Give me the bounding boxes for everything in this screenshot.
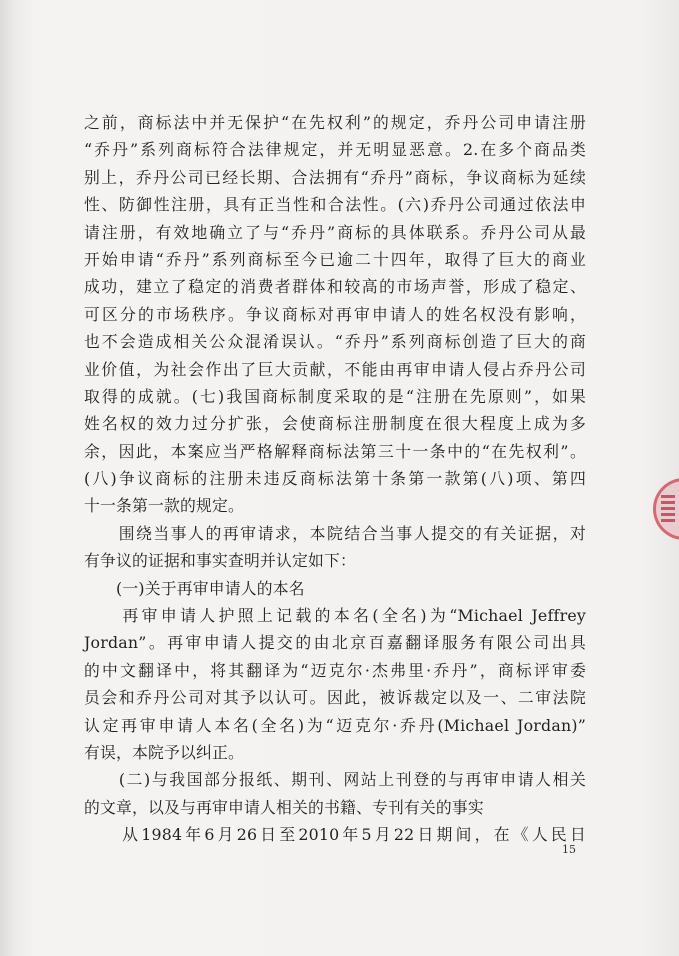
text-line: 取得的成就。(七)我国商标制度采取的是“注册在先原则”，如果 (84, 386, 586, 406)
text-line: 姓名权的效力过分扩张，会使商标注册制度在很大程度上成为多 (84, 414, 586, 434)
section-heading: (二)与我国部分报纸、期刊、网站上刊登的与再审申请人相关 (84, 770, 586, 790)
text-line: 性、防御性注册，具有正当性和合法性。(六)乔丹公司通过依法申 (84, 195, 586, 215)
text-line: 可区分的市场秩序。争议商标对再审申请人的姓名权没有影响， (84, 304, 586, 324)
text-line: 围绕当事人的再审请求，本院结合当事人提交的有关证据，对 (84, 523, 586, 543)
text-line: 余，因此，本案应当严格解释商标法第三十一条中的“在先权利”。 (84, 441, 586, 461)
text-line: 之前，商标法中并无保护“在先权利”的规定，乔丹公司申请注册 (84, 113, 586, 132)
seal-character-fragment (661, 492, 675, 522)
text-line: 有争议的证据和事实查明并认定如下： (84, 551, 356, 571)
body-text (84, 109, 586, 849)
text-line: Jordan”。再审申请人提交的由北京百嘉翻译服务有限公司出具 (84, 633, 586, 653)
text-line: 开始申请“乔丹”系列商标至今已逾二十四年，取得了巨大的商业 (84, 249, 586, 269)
text-line: (八)争议商标的注册未违反商标法第十条第一款第(八)项、第四 (84, 469, 586, 489)
section-heading: (一)关于再审申请人的本名 (84, 578, 305, 598)
text-line: 员会和乔丹公司对其予以认可。因此，被诉裁定以及一、二审法院 (84, 688, 586, 708)
section-heading: 的文章，以及与再审申请人相关的书籍、专刊有关的事实 (84, 797, 484, 817)
text-line: 业价值，为社会作出了巨大贡献，不能由再审申请人侵占乔丹公司 (84, 359, 586, 379)
red-seal-stamp (653, 478, 679, 542)
text-line: “乔丹”系列商标符合法律规定，并无明显恶意。2.在多个商品类 (84, 140, 586, 160)
page-number: 15 (562, 843, 576, 856)
text-line: 也不会造成相关公众混淆误认。“乔丹”系列商标创造了巨大的商 (84, 332, 586, 352)
text-line: 从1984年6月26日至2010年5月22日期间，在《人民日 (84, 825, 586, 845)
text-line: 别上，乔丹公司已经长期、合法拥有“乔丹”商标，争议商标为延续 (84, 167, 586, 187)
text-line: 的中文翻译中，将其翻译为“迈克尔·杰弗里·乔丹”，商标评审委 (84, 660, 586, 680)
text-line: 请注册，有效地确立了与“乔丹”商标的具体联系。乔丹公司从最 (84, 222, 586, 242)
text-line: 成功，建立了稳定的消费者群体和较高的市场声誉，形成了稳定、 (84, 277, 586, 297)
text-line: 十一条第一款的规定。 (84, 496, 244, 516)
text-line: 有误，本院予以纠正。 (84, 742, 244, 762)
text-line: 认定再审申请人本名(全名)为“迈克尔·乔丹(Michael Jordan)” (84, 715, 586, 735)
text-line: 再审申请人护照上记载的本名(全名)为“Michael Jeffrey (84, 606, 586, 626)
